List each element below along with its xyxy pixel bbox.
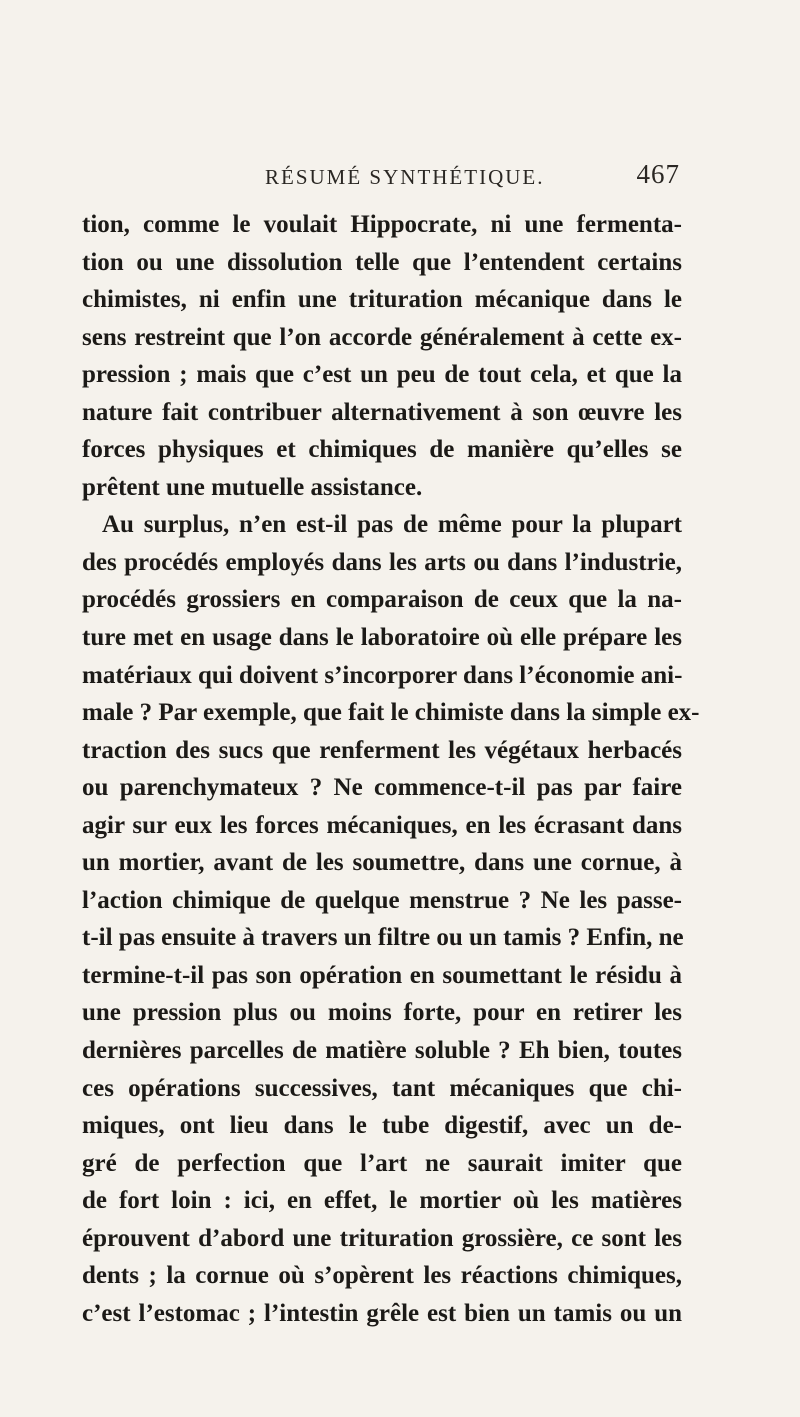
- text-line: t-il pas ensuite à travers un filtre ou un tamis ? Enfin, ne: [82, 924, 684, 952]
- text-line: gré de perfection que l’art ne saurait imiter que: [82, 1149, 682, 1177]
- page-number: 467: [636, 159, 680, 189]
- text-line: prêtent une mutuelle assistance.: [82, 473, 423, 501]
- text-line: procédés grossiers en comparaison de ceux que la na-: [82, 586, 682, 614]
- text-line: éprouvent d’abord une trituration grossière, ce sont les: [82, 1224, 682, 1252]
- text-line: nature fait contribuer alternativement à son œuvre les: [82, 398, 682, 426]
- text-line: l’action chimique de quelque menstrue ? Ne les passe-: [82, 886, 682, 914]
- text-line: agir sur eux les forces mécaniques, en les écrasant dans: [82, 811, 682, 839]
- text-line: c’est l’estomac ; l’intestin grêle est bien un tamis ou un: [82, 1299, 682, 1327]
- text-line: sens restreint que l’on accorde généralement à cette ex-: [82, 323, 682, 351]
- text-line: une pression plus ou moins forte, pour en retirer les: [82, 999, 682, 1027]
- text-line: traction des sucs que renferment les végétaux herbacés: [82, 736, 682, 764]
- text-line: dernières parcelles de matière soluble ? Eh bien, toutes: [82, 1037, 682, 1065]
- text-line: forces physiques et chimiques de manière qu’elles se: [82, 436, 682, 464]
- text-line: tion ou une dissolution telle que l’entendent certains: [82, 248, 682, 276]
- text-line: un mortier, avant de les soumettre, dans une cornue, à: [82, 849, 682, 877]
- text-line: tion, comme le voulait Hippocrate, ni une fermenta-: [82, 211, 682, 238]
- running-head: [265, 159, 680, 195]
- text-line: matériaux qui doivent s’incorporer dans l’économie ani-: [82, 661, 683, 689]
- running-title: RÉSUMÉ SYNTHÉTIQUE.: [265, 165, 545, 189]
- text-line: male ? Par exemple, que fait le chimiste dans la simple ex-: [82, 699, 700, 727]
- text-line: termine-t-il pas son opération en soumettant le résidu à: [82, 961, 682, 989]
- text-line: dents ; la cornue où s’opèrent les réactions chimiques,: [82, 1262, 682, 1290]
- body-text: [82, 206, 700, 1332]
- text-line: chimistes, ni enfin une trituration mécanique dans le: [82, 286, 682, 314]
- text-line: pression ; mais que c’est un peu de tout cela, et que la: [82, 361, 682, 389]
- text-line: ces opérations successives, tant mécaniques que chi-: [82, 1074, 682, 1102]
- text-line: de fort loin : ici, en effet, le mortier où les matières: [82, 1187, 682, 1215]
- text-line: miques, ont lieu dans le tube digestif, avec un de-: [82, 1112, 682, 1140]
- text-line: ture met en usage dans le laboratoire où elle prépare les: [82, 624, 682, 652]
- text-line: des procédés employés dans les arts ou dans l’industrie,: [82, 548, 682, 576]
- text-line: Au surplus, n’en est-il pas de même pour la plupart: [102, 511, 682, 539]
- text-line: ou parenchymateux ? Ne commence-t-il pas par faire: [82, 774, 682, 802]
